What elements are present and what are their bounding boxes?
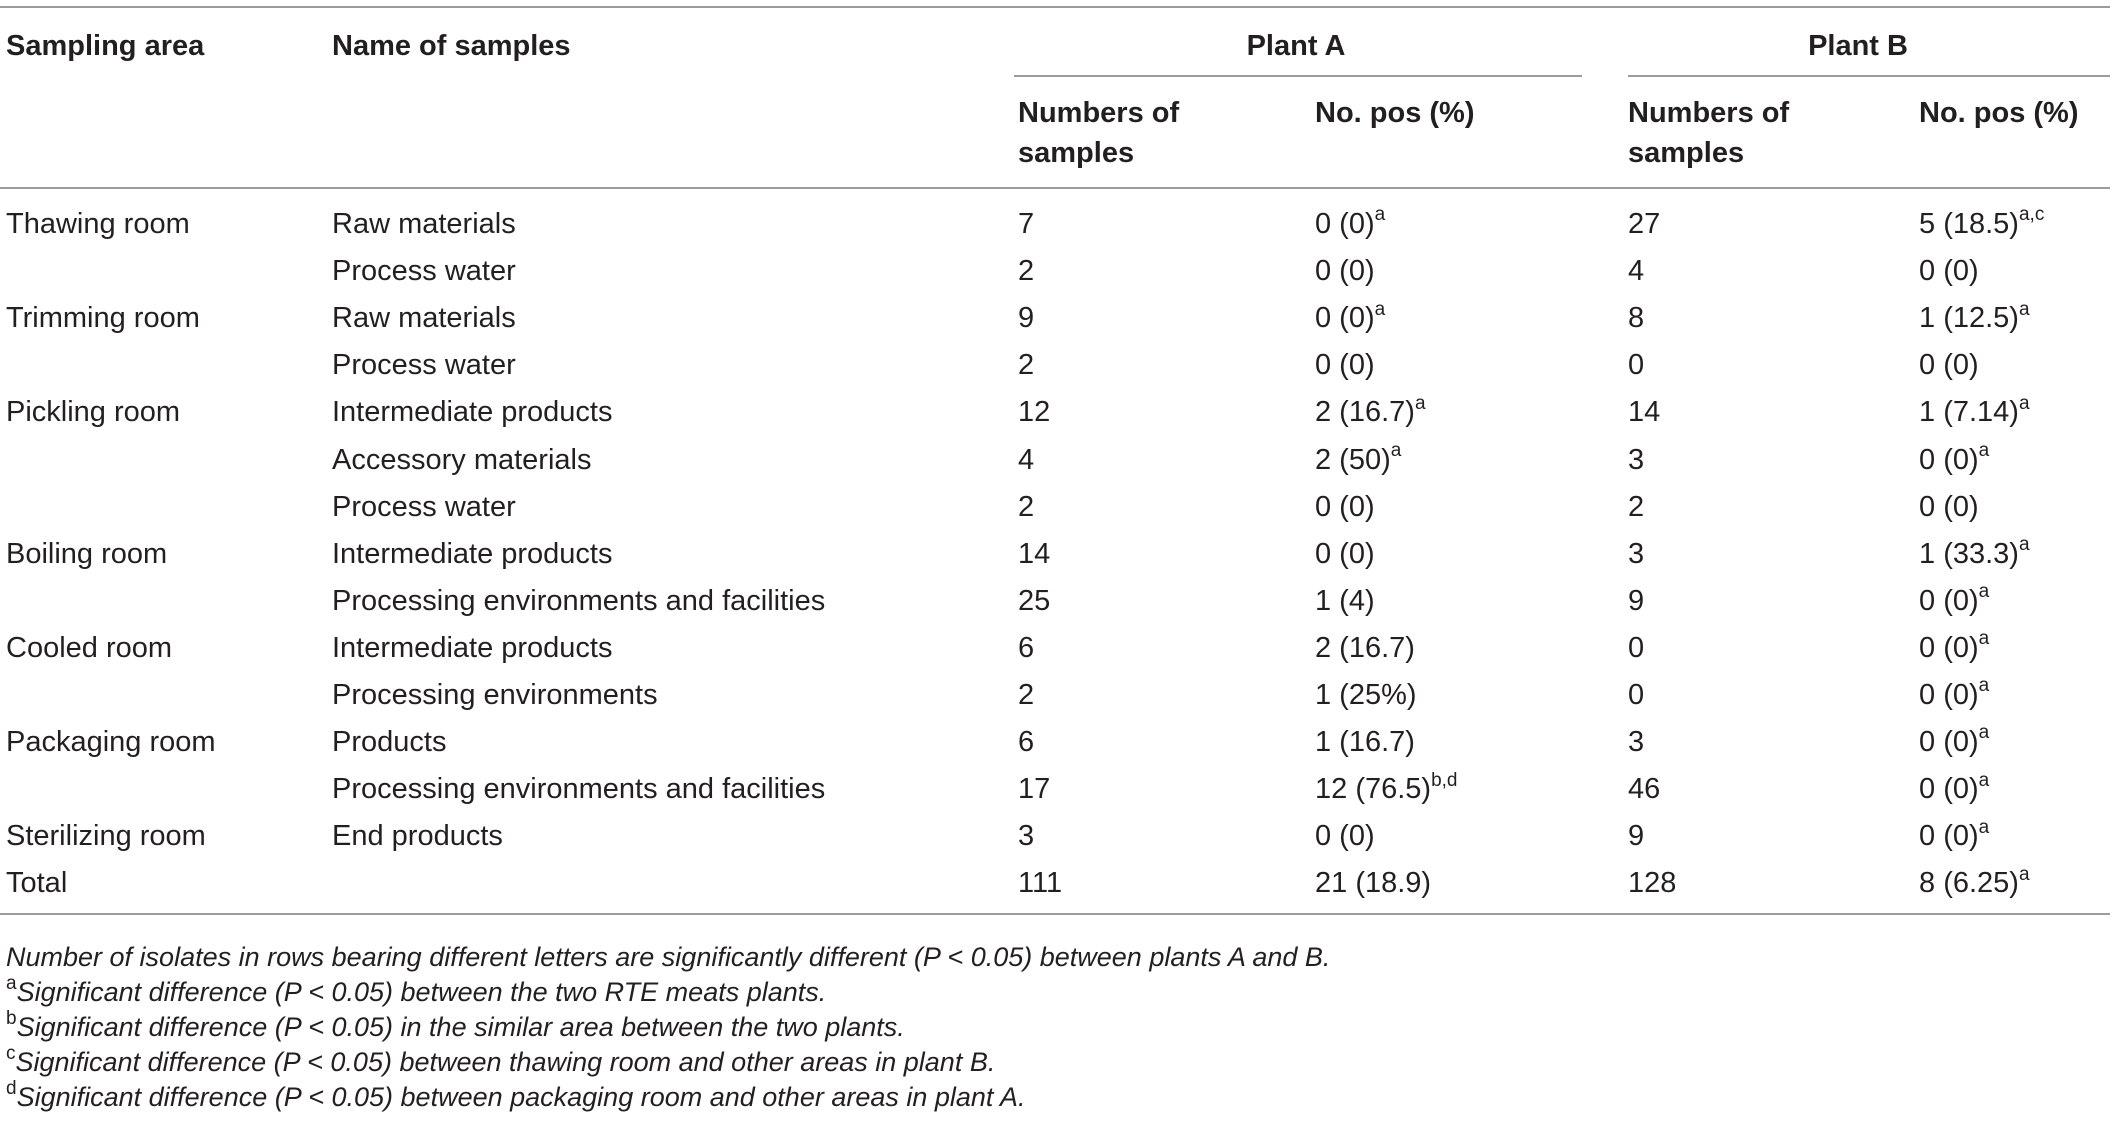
cell-plant-a-positive bbox=[1295, 860, 1606, 914]
cell-sample-name bbox=[318, 766, 986, 813]
cell-sampling-area-text: Thawing room bbox=[6, 208, 190, 241]
cell-plant-b-positive-text: 5 (18.5) bbox=[1919, 208, 2019, 241]
header-row-top bbox=[0, 7, 2110, 77]
cell-plant-a-positive bbox=[1295, 436, 1606, 483]
table-row bbox=[0, 295, 2110, 342]
cell-plant-a-number-text: 9 bbox=[1018, 302, 1035, 335]
cell-plant-b-positive bbox=[1917, 672, 2110, 719]
header-blank-name bbox=[318, 77, 986, 188]
cell-sample-name bbox=[318, 719, 986, 766]
cell-sample-name-text: Process water bbox=[332, 490, 516, 523]
table-row bbox=[0, 766, 2110, 813]
cell-plant-b-positive bbox=[1917, 389, 2110, 436]
footnote-text: Significant difference (P < 0.05) between packaging room and other areas in plant A. bbox=[16, 1082, 1026, 1112]
cell-plant-a-number bbox=[986, 531, 1295, 578]
cell-plant-a-number bbox=[986, 484, 1295, 531]
significance-superscript: a bbox=[1978, 581, 1990, 603]
cell-plant-b-positive bbox=[1917, 188, 2110, 248]
cell-plant-a-positive bbox=[1295, 813, 1606, 860]
cell-plant-b-number-text: 27 bbox=[1628, 208, 1661, 241]
cell-plant-a-positive-text: 0 (0) bbox=[1315, 490, 1375, 523]
cell-plant-a-number bbox=[986, 248, 1295, 295]
cell-plant-a-number bbox=[986, 342, 1295, 389]
footnote bbox=[6, 940, 1330, 975]
cell-plant-a-number bbox=[986, 625, 1295, 672]
cell-plant-a-positive-text: 0 (0) bbox=[1315, 208, 1375, 241]
cell-plant-b-number-text: 3 bbox=[1628, 443, 1645, 476]
footnote-text: Number of isolates in rows bearing different letters are significantly different (P < 0.05) between plants A and B. bbox=[6, 942, 1331, 972]
cell-sample-name-text: Processing environments and facilities bbox=[332, 584, 826, 617]
cell-plant-b-number bbox=[1606, 625, 1917, 672]
cell-plant-a-number bbox=[986, 719, 1295, 766]
header-plant-a-label: Plant A bbox=[1246, 30, 1346, 62]
cell-plant-a-positive bbox=[1295, 389, 1606, 436]
cell-plant-a-number bbox=[986, 813, 1295, 860]
header-plant-a-nopos: No. pos (%) bbox=[1295, 77, 1606, 188]
cell-plant-b-positive bbox=[1917, 766, 2110, 813]
significance-superscript: a bbox=[1978, 816, 1990, 838]
table-row bbox=[0, 248, 2110, 295]
footnote bbox=[6, 975, 1330, 1010]
cell-sample-name bbox=[318, 578, 986, 625]
cell-plant-a-number-text: 2 bbox=[1018, 678, 1035, 711]
footnote-mark: a bbox=[6, 973, 17, 994]
cell-plant-b-number bbox=[1606, 389, 1917, 436]
cell-sample-name bbox=[318, 436, 986, 483]
cell-plant-b-positive bbox=[1917, 484, 2110, 531]
table-row bbox=[0, 625, 2110, 672]
footnote-text: Significant difference (P < 0.05) in the similar area between the two plants. bbox=[16, 1012, 905, 1042]
significance-superscript: a bbox=[1374, 298, 1386, 320]
cell-plant-a-positive bbox=[1295, 248, 1606, 295]
cell-sample-name bbox=[318, 248, 986, 295]
cell-plant-b-number-text: 4 bbox=[1628, 255, 1645, 288]
cell-plant-a-number-text: 111 bbox=[1018, 867, 1063, 900]
cell-plant-b-number-text: 9 bbox=[1628, 584, 1645, 617]
significance-superscript: a bbox=[2018, 298, 2030, 320]
cell-sampling-area-text: Packaging room bbox=[6, 726, 216, 759]
cell-plant-a-positive bbox=[1295, 484, 1606, 531]
cell-sample-name bbox=[318, 389, 986, 436]
significance-superscript: a bbox=[1978, 769, 1990, 791]
cell-sampling-area bbox=[0, 295, 318, 342]
cell-plant-b-positive-text: 0 (0) bbox=[1919, 584, 1979, 617]
table-header bbox=[0, 7, 2110, 188]
table-footnotes bbox=[6, 940, 1330, 1115]
cell-plant-a-positive-text: 21 (18.9) bbox=[1315, 867, 1432, 900]
cell-plant-b-number-text: 0 bbox=[1628, 631, 1645, 664]
cell-plant-a-number bbox=[986, 578, 1295, 625]
cell-plant-b-number bbox=[1606, 578, 1917, 625]
cell-plant-a-positive-text: 2 (50) bbox=[1315, 443, 1391, 476]
cell-sampling-area bbox=[0, 389, 318, 436]
cell-plant-a-positive-text: 1 (4) bbox=[1315, 584, 1375, 617]
cell-sample-name bbox=[318, 188, 986, 248]
plant-a-rule bbox=[1014, 75, 1582, 77]
cell-sample-name-text: Accessory materials bbox=[332, 443, 592, 476]
cell-plant-a-number-text: 6 bbox=[1018, 726, 1035, 759]
cell-plant-a-number bbox=[986, 860, 1295, 914]
cell-sampling-area-text: Cooled room bbox=[6, 631, 173, 664]
cell-plant-b-number-text: 9 bbox=[1628, 820, 1645, 853]
cell-plant-b-number bbox=[1606, 188, 1917, 248]
footnote-text: Significant difference (P < 0.05) between the two RTE meats plants. bbox=[16, 977, 827, 1007]
header-blank-area bbox=[0, 77, 318, 188]
cell-plant-b-number-text: 128 bbox=[1628, 867, 1677, 900]
cell-sampling-area bbox=[0, 342, 318, 389]
cell-plant-a-positive bbox=[1295, 188, 1606, 248]
cell-plant-b-positive-text: 0 (0) bbox=[1919, 255, 1979, 288]
cell-sampling-area bbox=[0, 484, 318, 531]
significance-superscript: a,c bbox=[2018, 204, 2045, 226]
header-plant-b bbox=[1606, 7, 2110, 77]
cell-sampling-area bbox=[0, 672, 318, 719]
footnote-text: Significant difference (P < 0.05) between thawing room and other areas in plant B. bbox=[15, 1047, 996, 1077]
cell-plant-b-positive bbox=[1917, 860, 2110, 914]
cell-plant-b-number bbox=[1606, 484, 1917, 531]
header-sampling-area: Sampling area bbox=[0, 7, 318, 77]
cell-plant-a-number-text: 2 bbox=[1018, 349, 1035, 382]
cell-plant-b-number-text: 3 bbox=[1628, 726, 1645, 759]
header-plant-a bbox=[986, 7, 1606, 77]
cell-sample-name-text: Raw materials bbox=[332, 302, 516, 335]
significance-superscript: a bbox=[1414, 392, 1426, 414]
cell-plant-a-positive-text: 0 (0) bbox=[1315, 537, 1375, 570]
cell-sampling-area bbox=[0, 625, 318, 672]
cell-sampling-area bbox=[0, 860, 318, 914]
significance-superscript: a bbox=[1978, 675, 1990, 697]
cell-plant-a-positive bbox=[1295, 672, 1606, 719]
cell-plant-a-number-text: 7 bbox=[1018, 208, 1035, 241]
cell-sample-name-text: Intermediate products bbox=[332, 537, 613, 570]
significance-superscript: b,d bbox=[1431, 769, 1458, 791]
cell-plant-a-positive-text: 12 (76.5) bbox=[1315, 773, 1432, 806]
cell-plant-b-positive-text: 0 (0) bbox=[1919, 631, 1979, 664]
cell-plant-b-positive bbox=[1917, 719, 2110, 766]
cell-sample-name-text: Intermediate products bbox=[332, 631, 613, 664]
cell-plant-a-number-text: 2 bbox=[1018, 255, 1035, 288]
cell-plant-b-number bbox=[1606, 860, 1917, 914]
cell-sampling-area bbox=[0, 531, 318, 578]
header-plant-b-label: Plant B bbox=[1808, 30, 1908, 62]
cell-sample-name bbox=[318, 813, 986, 860]
table-row bbox=[0, 484, 2110, 531]
data-table-container bbox=[0, 6, 2110, 915]
cell-plant-b-number-text: 0 bbox=[1628, 678, 1645, 711]
cell-plant-a-positive bbox=[1295, 578, 1606, 625]
cell-plant-a-number bbox=[986, 389, 1295, 436]
data-table bbox=[0, 6, 2110, 915]
table-row bbox=[0, 436, 2110, 483]
plant-b-rule bbox=[1628, 75, 2110, 77]
cell-plant-a-positive-text: 0 (0) bbox=[1315, 302, 1375, 335]
cell-plant-a-number-text: 4 bbox=[1018, 443, 1035, 476]
significance-superscript: a bbox=[2018, 534, 2030, 556]
cell-sampling-area bbox=[0, 766, 318, 813]
cell-plant-b-positive bbox=[1917, 342, 2110, 389]
cell-sample-name-text: Processing environments and facilities bbox=[332, 773, 826, 806]
cell-plant-a-number-text: 25 bbox=[1018, 584, 1051, 617]
cell-plant-a-number bbox=[986, 672, 1295, 719]
cell-sampling-area bbox=[0, 188, 318, 248]
cell-plant-b-number-text: 46 bbox=[1628, 773, 1661, 806]
significance-superscript: a bbox=[1978, 628, 1990, 650]
cell-sampling-area bbox=[0, 436, 318, 483]
cell-sample-name bbox=[318, 531, 986, 578]
cell-plant-b-positive-text: 0 (0) bbox=[1919, 820, 1979, 853]
cell-plant-b-number-text: 2 bbox=[1628, 490, 1645, 523]
cell-plant-a-number-text: 6 bbox=[1018, 631, 1035, 664]
significance-superscript: a bbox=[1374, 204, 1386, 226]
cell-plant-a-positive-text: 0 (0) bbox=[1315, 820, 1375, 853]
cell-plant-a-positive-text: 0 (0) bbox=[1315, 255, 1375, 288]
cell-sample-name bbox=[318, 295, 986, 342]
cell-plant-a-positive-text: 1 (16.7) bbox=[1315, 726, 1415, 759]
cell-plant-b-positive-text: 0 (0) bbox=[1919, 490, 1979, 523]
cell-plant-b-positive-text: 0 (0) bbox=[1919, 349, 1979, 382]
cell-plant-a-positive bbox=[1295, 625, 1606, 672]
cell-sampling-area bbox=[0, 719, 318, 766]
cell-plant-a-number-text: 3 bbox=[1018, 820, 1035, 853]
cell-plant-b-positive bbox=[1917, 436, 2110, 483]
cell-plant-a-number bbox=[986, 295, 1295, 342]
cell-sample-name bbox=[318, 342, 986, 389]
cell-plant-a-number-text: 2 bbox=[1018, 490, 1035, 523]
table-body bbox=[0, 188, 2110, 914]
cell-sampling-area-text: Trimming room bbox=[6, 302, 200, 335]
cell-plant-b-positive-text: 1 (7.14) bbox=[1919, 396, 2019, 429]
header-plant-b-nopos: No. pos (%) bbox=[1917, 77, 2110, 188]
footnote-mark: d bbox=[6, 1078, 17, 1099]
footnote bbox=[6, 1080, 1330, 1115]
cell-sample-name bbox=[318, 625, 986, 672]
cell-plant-b-positive bbox=[1917, 625, 2110, 672]
cell-plant-b-positive bbox=[1917, 248, 2110, 295]
cell-plant-b-number-text: 0 bbox=[1628, 349, 1645, 382]
cell-plant-b-number bbox=[1606, 672, 1917, 719]
cell-plant-b-number-text: 8 bbox=[1628, 302, 1645, 335]
cell-plant-a-positive-text: 0 (0) bbox=[1315, 349, 1375, 382]
footnote-mark: b bbox=[6, 1008, 17, 1029]
cell-sampling-area-text: Sterilizing room bbox=[6, 820, 206, 853]
cell-sampling-area bbox=[0, 813, 318, 860]
cell-plant-b-positive bbox=[1917, 813, 2110, 860]
cell-sample-name-text: Process water bbox=[332, 349, 516, 382]
footnote bbox=[6, 1010, 1330, 1045]
cell-plant-a-positive-text: 2 (16.7) bbox=[1315, 396, 1415, 429]
cell-plant-a-positive bbox=[1295, 342, 1606, 389]
cell-plant-a-number-text: 12 bbox=[1018, 396, 1051, 429]
cell-plant-a-number bbox=[986, 188, 1295, 248]
header-plant-a-numbers: Numbers of samples bbox=[986, 77, 1295, 188]
cell-sample-name-text: End products bbox=[332, 820, 503, 853]
cell-plant-a-positive bbox=[1295, 295, 1606, 342]
cell-sample-name bbox=[318, 672, 986, 719]
cell-sampling-area-text: Pickling room bbox=[6, 396, 181, 429]
significance-superscript: a bbox=[1978, 722, 1990, 744]
cell-sample-name-text: Processing environments bbox=[332, 678, 658, 711]
cell-sample-name-text: Raw materials bbox=[332, 208, 516, 241]
cell-plant-a-number bbox=[986, 436, 1295, 483]
cell-plant-b-number-text: 14 bbox=[1628, 396, 1661, 429]
table-row bbox=[0, 719, 2110, 766]
cell-plant-b-positive-text: 0 (0) bbox=[1919, 773, 1979, 806]
cell-sampling-area bbox=[0, 248, 318, 295]
header-plant-b-numbers: Numbers of samples bbox=[1606, 77, 1917, 188]
significance-superscript: a bbox=[1978, 439, 1990, 461]
cell-plant-b-number bbox=[1606, 766, 1917, 813]
table-row bbox=[0, 672, 2110, 719]
footnote bbox=[6, 1045, 1330, 1080]
table-row bbox=[0, 342, 2110, 389]
header-name-of-samples: Name of samples bbox=[318, 7, 986, 77]
cell-plant-b-positive-text: 8 (6.25) bbox=[1919, 867, 2019, 900]
cell-plant-b-positive bbox=[1917, 295, 2110, 342]
significance-superscript: a bbox=[2018, 392, 2030, 414]
cell-plant-a-positive-text: 2 (16.7) bbox=[1315, 631, 1415, 664]
cell-sample-name bbox=[318, 484, 986, 531]
cell-plant-a-positive-text: 1 (25%) bbox=[1315, 678, 1417, 711]
cell-plant-b-number bbox=[1606, 248, 1917, 295]
table-total-row bbox=[0, 860, 2110, 914]
cell-plant-b-positive-text: 1 (33.3) bbox=[1919, 537, 2019, 570]
cell-sampling-area-text: Total bbox=[6, 867, 68, 900]
cell-plant-b-positive bbox=[1917, 531, 2110, 578]
cell-plant-a-positive bbox=[1295, 719, 1606, 766]
cell-plant-b-positive-text: 1 (12.5) bbox=[1919, 302, 2019, 335]
table-row bbox=[0, 531, 2110, 578]
cell-plant-b-number bbox=[1606, 813, 1917, 860]
cell-plant-b-number bbox=[1606, 531, 1917, 578]
table-row bbox=[0, 578, 2110, 625]
cell-plant-b-number bbox=[1606, 436, 1917, 483]
cell-plant-b-positive-text: 0 (0) bbox=[1919, 678, 1979, 711]
cell-plant-b-positive bbox=[1917, 578, 2110, 625]
table-row bbox=[0, 813, 2110, 860]
cell-plant-b-positive-text: 0 (0) bbox=[1919, 726, 1979, 759]
cell-sample-name bbox=[318, 860, 986, 914]
cell-plant-b-number bbox=[1606, 342, 1917, 389]
cell-sampling-area-text: Boiling room bbox=[6, 537, 168, 570]
cell-plant-a-number-text: 17 bbox=[1018, 773, 1051, 806]
header-row-sub bbox=[0, 77, 2110, 188]
significance-superscript: a bbox=[2018, 863, 2030, 885]
cell-plant-a-number-text: 14 bbox=[1018, 537, 1051, 570]
cell-sample-name-text: Intermediate products bbox=[332, 396, 613, 429]
cell-sample-name-text: Products bbox=[332, 726, 447, 759]
cell-plant-b-positive-text: 0 (0) bbox=[1919, 443, 1979, 476]
table-row bbox=[0, 389, 2110, 436]
cell-sample-name-text: Process water bbox=[332, 255, 516, 288]
cell-plant-b-number-text: 3 bbox=[1628, 537, 1645, 570]
cell-plant-a-number bbox=[986, 766, 1295, 813]
cell-plant-a-positive bbox=[1295, 531, 1606, 578]
table-row bbox=[0, 188, 2110, 248]
cell-plant-b-number bbox=[1606, 719, 1917, 766]
significance-superscript: a bbox=[1390, 439, 1402, 461]
cell-sampling-area bbox=[0, 578, 318, 625]
footnote-mark: c bbox=[6, 1043, 16, 1064]
cell-plant-b-number bbox=[1606, 295, 1917, 342]
cell-plant-a-positive bbox=[1295, 766, 1606, 813]
